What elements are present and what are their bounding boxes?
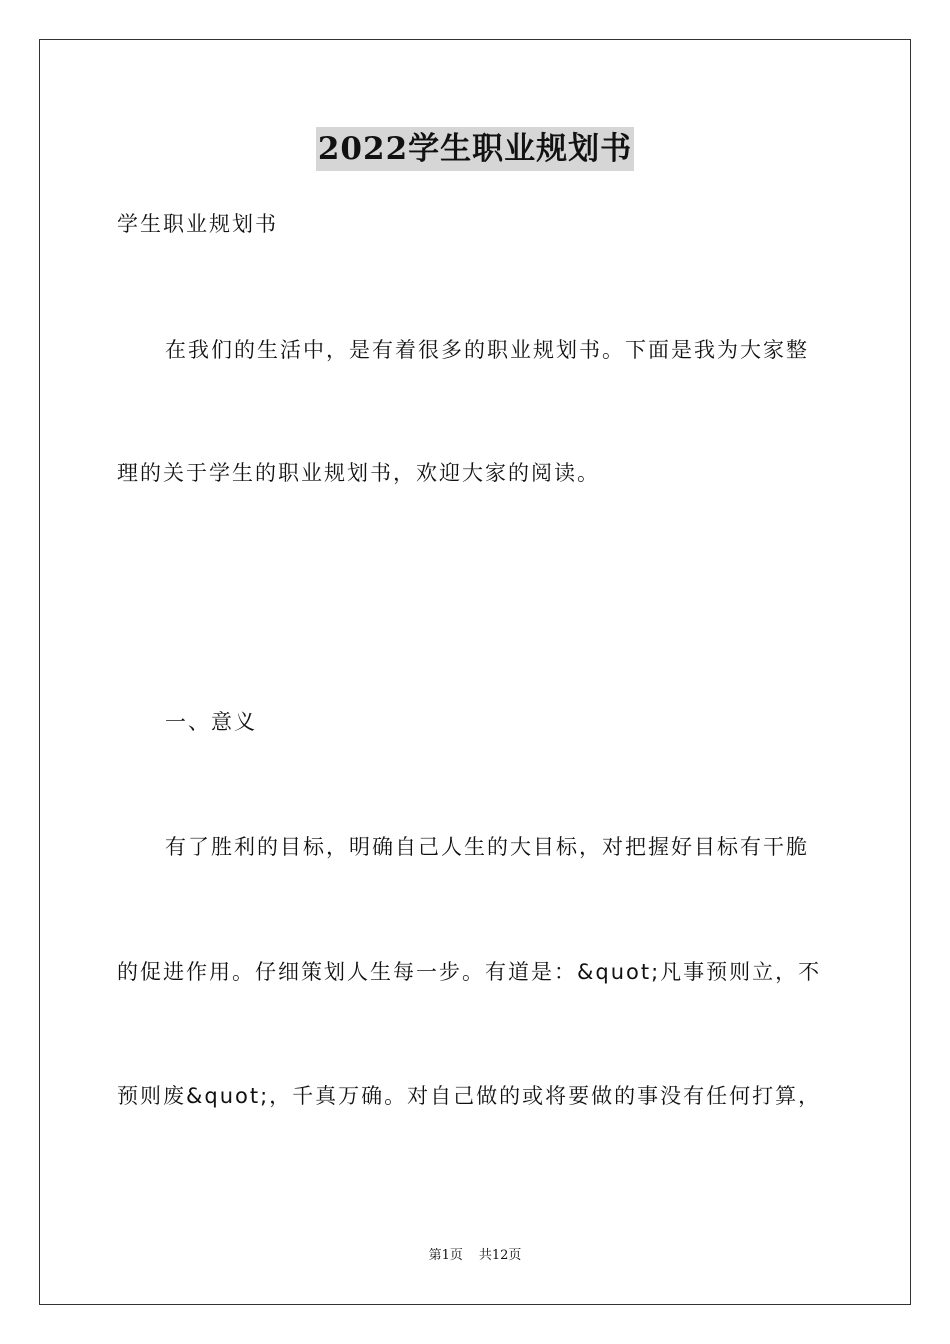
- paragraph-line: 理的关于学生的职业规划书，欢迎大家的阅读。: [117, 461, 600, 485]
- page-footer: [0, 1247, 950, 1265]
- paragraph-line: 的促进作用。仔细策划人生每一步。有道是：&quot;凡事预则立，不: [117, 960, 822, 984]
- document-title: 2022学生职业规划书: [316, 127, 634, 171]
- paragraph-line: 预则废&quot;，千真万确。对自己做的或将要做的事没有任何打算，: [117, 1084, 822, 1108]
- subtitle-line: 学生职业规划书: [117, 212, 278, 236]
- page-number: 第1页: [428, 1248, 463, 1263]
- total-pages: 共12页: [478, 1248, 522, 1263]
- section-heading: 一、意义: [165, 710, 257, 734]
- paragraph-line: 有了胜利的目标，明确自己人生的大目标，对把握好目标有干脆: [165, 835, 809, 859]
- paragraph-line: 在我们的生活中，是有着很多的职业规划书。下面是我为大家整: [165, 338, 809, 362]
- title-container: [0, 127, 950, 171]
